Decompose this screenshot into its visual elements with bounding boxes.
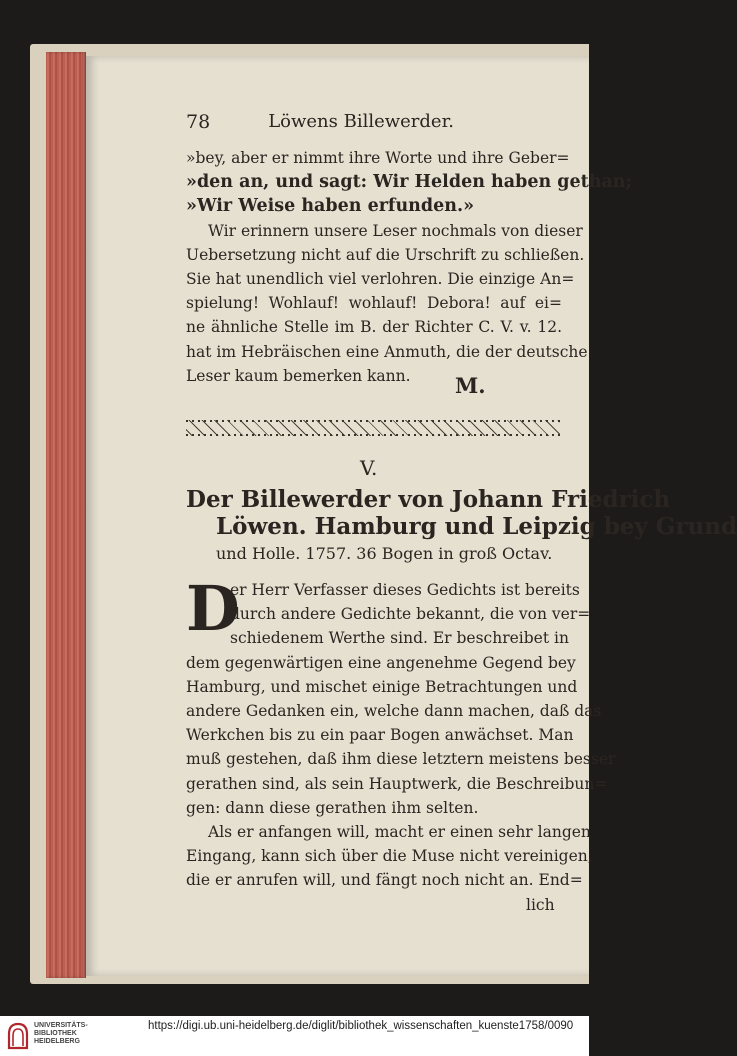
text-line: Wir erinnern unsere Leser nochmals von dieser [208,221,583,240]
text-line: »bey, aber er nimmt ihre Worte und ihre Geber= [186,149,570,167]
text-line: dem gegenwärtigen eine angenehme Gegend bey [186,653,576,672]
text-line: Werkchen bis zu ein paar Bogen anwächset. Man [186,726,574,745]
text-line: Als er anfangen will, macht er einen sehr langen [208,823,591,842]
page-edges [46,52,86,978]
text-line: muß gestehen, daß ihm diese letztern meistens besser [186,750,616,769]
text-line: Hamburg, und mischet einige Betrachtungen und [186,677,578,696]
text-line: hat im Hebräischen eine Anmuth, die der deutsche [186,342,588,361]
text-line: spielung! Wohlauf! wohlauf! Debora! auf ei= [186,294,562,313]
text-line: er Herr Verfasser dieses Gedichts ist bereits [230,581,580,599]
ornament-divider [186,420,560,436]
text-line: gerathen sind, als sein Hauptwerk, die Beschreibun= [186,774,608,793]
drop-cap: D [186,572,240,645]
review-title [186,486,737,567]
title-line: und Holle. 1757. 36 Bogen in groß Octav. [216,544,553,563]
catchword: lich [526,895,555,914]
section-number: V. [360,456,378,480]
running-title: Löwens Billewerder. [268,111,454,132]
text-line: schiedenem Werthe sind. Er beschreibet in [230,629,569,648]
text-line: »den an, und sagt: Wir Helden haben gethan; [186,172,632,193]
page-number: 78 [186,111,211,133]
text-line: andere Gedanken ein, welche dann machen, daß das [186,702,602,721]
review-body [186,572,616,917]
library-logo-icon [6,1020,30,1050]
text-line: Eingang, kann sich über die Muse nicht vereinigen, [186,847,593,866]
text-line: »Wir Weise haben erfunden.» [186,196,475,217]
reviewer-signature: M. [455,373,486,398]
running-header [186,110,562,134]
source-url[interactable]: https://digi.ub.uni-heidelberg.de/diglit/bibliothek_wissenschaften_kuenste1758/0090 [148,1020,574,1032]
text-line: Uebersetzung nicht auf die Urschrift zu schließen. [186,245,585,264]
text-line: gen: dann diese gerathen ihm selten. [186,798,479,817]
title-line: Der Billewerder von Johann Friedrich [186,486,671,513]
text-line: ne ähnliche Stelle im B. der Richter C. V. v. 12. [186,318,562,337]
text-line: durch andere Gedichte bekannt, die von ver= [230,605,591,624]
review-ending [186,146,632,388]
library-name: UNIVERSITÄTS- BIBLIOTHEK HEIDELBERG [34,1022,88,1045]
footer-bar [0,1016,589,1056]
text-line: Sie hat unendlich viel verlohren. Die einzige An= [186,270,575,289]
text-line: Leser kaum bemerken kann. [186,366,411,385]
text-line: die er anrufen will, und fängt noch nicht an. End= [186,871,583,890]
title-line: Löwen. Hamburg und Leipzig bey Grund [216,513,737,540]
